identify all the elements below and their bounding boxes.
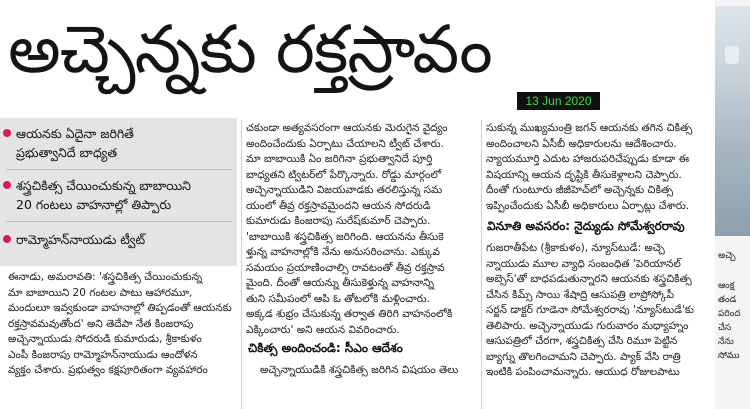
highlight-line: ప్రభుత్వానిదే బాధ్యత [16, 145, 118, 160]
body-line: సర్జన్ డాక్టర్ గూడెనా సోమేశ్వరరావు 'న్యూస్‌టుడే'కు [486, 304, 694, 316]
body-line: అచ్చెన్నాయుడు సోదరుడి కుమారుడు, శ్రీకాకుళం [8, 333, 202, 345]
body-line: సమయం ప్రయాణించాల్సి రావటంతో తీవ్ర రక్తస్రావ [246, 261, 445, 274]
body-line: ఇప్పించేందుకు ఏసీబీ అధికారులు ఏర్పాట్లు చేశారు. [486, 199, 690, 212]
right-fragment: పరింద [718, 309, 741, 319]
body-line: మైంది. దీంతో ఆయన్ను తీసుకెళ్తున్న వాహనాన్ని [246, 277, 434, 289]
subheading: చికిత్స అందించండి: సీఎం ఆదేశం [248, 341, 403, 355]
highlight-line: రామ్మోహన్‌నాయుడు ట్వీట్ [16, 232, 146, 247]
right-fragment: చేస [718, 323, 732, 333]
body-line: తెలిపారు. అచ్చెన్నాయుడు గురువారం మధ్యాహ్నం [486, 319, 689, 332]
highlight-item [8, 230, 234, 249]
right-fragment: ఆంక్ష [718, 281, 735, 291]
column-rule [481, 120, 482, 409]
body-line: అచ్చెన్నాయుడిని విజయవాడకు తరలిస్తున్న సమ [246, 184, 443, 196]
divider [6, 221, 232, 222]
body-line: బాధ్యతని ట్విటర్‌లో పేర్కొన్నారు. రోడ్డు మార్గంలో [246, 168, 442, 181]
highlight-item [8, 124, 234, 162]
bullet-icon [3, 181, 11, 189]
body-line: మా బాబాయికి ఏం జరిగినా ప్రభుత్వానిదే పూర్తి [246, 153, 433, 165]
body-line: మా బాబాయిని 20 గంటల పాటు ఆహారమూ, [8, 286, 193, 299]
headline: అచ్చెన్నకు రక్తస్రావం [8, 11, 492, 88]
bullet-icon [3, 129, 11, 137]
highlight-item [8, 176, 234, 214]
body-line: బ్యాగ్ను తొలగించామని చెప్పారు. ప్యాక్ వేసి రాత్రి [486, 350, 681, 363]
body-line: యంలో తీవ్ర రక్తస్రావమైందని ఆయన సోదరుడి [246, 199, 431, 212]
body-line: కుమారుడు కింజరాపు సురేష్‌కుమార్ చెప్పారు. [246, 215, 431, 227]
body-line: ళ్తున్న వాహనాల్లోకి నేను అనుసరించాను. ఎక్కువ [246, 246, 441, 258]
right-fragment: అచ్చె [718, 251, 736, 261]
body-line: చేసిన కిమ్స్ సాయి శేషాద్రి ఆసుపత్రి లాప్రోస్కోపీ [486, 288, 675, 301]
highlight-line: శస్త్రచికిత్స చేయించుకున్న బాబాయిని [16, 178, 191, 193]
column-rule [241, 120, 242, 409]
body-line: చకుండా అత్యవసరంగా ఆయనకు మెరుగైన వైద్యం [246, 122, 448, 134]
right-fragment: నేను [718, 337, 734, 347]
body-line: రక్తస్రావమవుతోంద' అని తెదేపా నేత కింజరాపు [8, 317, 194, 330]
body-line: విషయాన్ని ఆయన దృష్టికి తీసుకెళ్లాలని చెప్పారు. [486, 168, 682, 181]
body-line: అబ్సెస్'తో బాధపడుతున్నారని ఆయనకు శస్త్రచికిత్స [486, 273, 692, 285]
bullet-icon [3, 235, 11, 243]
right-fragment: తండ [718, 295, 737, 305]
article-column-2 [246, 121, 476, 338]
article-column-1 [8, 270, 236, 379]
divider [6, 169, 232, 170]
body-line: అందించాలని ఏసీబీ అధికారులను ఆదేశించారు. [486, 137, 677, 150]
body-line: గుజరాతీపేట (శ్రీకాకుళం), న్యూస్‌టుడే: అచ్చె [486, 242, 665, 254]
body-line: ఎక్కించారు' అని ఆయన వివరించారు. [246, 323, 400, 336]
body-line: దీంతో గుంటూరు జీజీహెచ్‌లో అచ్చెన్నకు చికిత్స [486, 184, 674, 196]
article-column-3 [486, 121, 712, 214]
body-line: న్యాయమూర్తి ఎదుట హాజరుపరిచేప్పుడు కూడా ఈ [486, 153, 690, 165]
body-line: అక్కడ శుభ్రం చేసుకున్న తర్వాత తిరిగి వాహనంలోకి [246, 308, 453, 320]
body-line: తుని సమీపంలో ఆపి ఓ తోటలోకి మళ్లించారు. [246, 292, 430, 305]
body-line: అచ్చెన్నాయుడికి శస్త్రచికిత్స జరిగిన విషయం తెలు [260, 364, 459, 376]
subheading: వినూతి అవసరం: నైద్యుడు సోమేశ్వరరావు [487, 219, 685, 233]
body-line: ఈనాడు, అమరావతి: 'శస్త్రచికిత్స చేయించుకున్న [8, 271, 203, 283]
article-column-3-tail [486, 241, 712, 381]
highlight-line: 20 గంటలు వాహనాల్లో తిప్పారు [16, 197, 172, 212]
date-badge: 13 Jun 2020 [517, 92, 600, 110]
body-line: ఇంటికి పంపించామన్నారు. ఆయుధ రోజులపాటు [486, 366, 680, 378]
article-column-2-tail [260, 363, 476, 379]
body-line: అందించేందుకు ఏర్పాటు చేయాలని ట్వీట్ చేశారు. [246, 137, 444, 150]
body-line: సుకున్న ముఖ్యమంత్రి జగన్ ఆయనకు తగిన చికిత్స [486, 122, 693, 134]
highlights-box [0, 118, 237, 266]
body-line: 'బాబాయికి శస్త్రచికిత్స జరిగింది. ఆయనను తీసుకె [246, 230, 444, 243]
adjacent-photo [715, 6, 750, 236]
body-line: ఎంపీ కింజరాపు రామ్మోహన్‌నాయుడు ఆందోళన [8, 348, 198, 361]
highlight-line: ఆయనకు ఏదైనా జరిగితే [16, 126, 134, 141]
body-line: మందులూ ఇవ్వకుండా వాహనాల్లో తిప్పడంతో ఆయనకు [8, 302, 232, 314]
body-line: వ్యక్తం చేశారు. ప్రభుత్వం కక్షపూరితంగా వ్యవహారం [8, 364, 208, 376]
right-fragment: సోము [718, 351, 740, 361]
body-line: న్నాయుడు మూల వ్యాధి సంబంధిత 'పెరియానల్ [486, 257, 681, 270]
body-line: ఆసుపత్రిలో చేరగా, శస్త్రచికిత్స చేసి రిమూ పెట్టిన [486, 335, 678, 347]
